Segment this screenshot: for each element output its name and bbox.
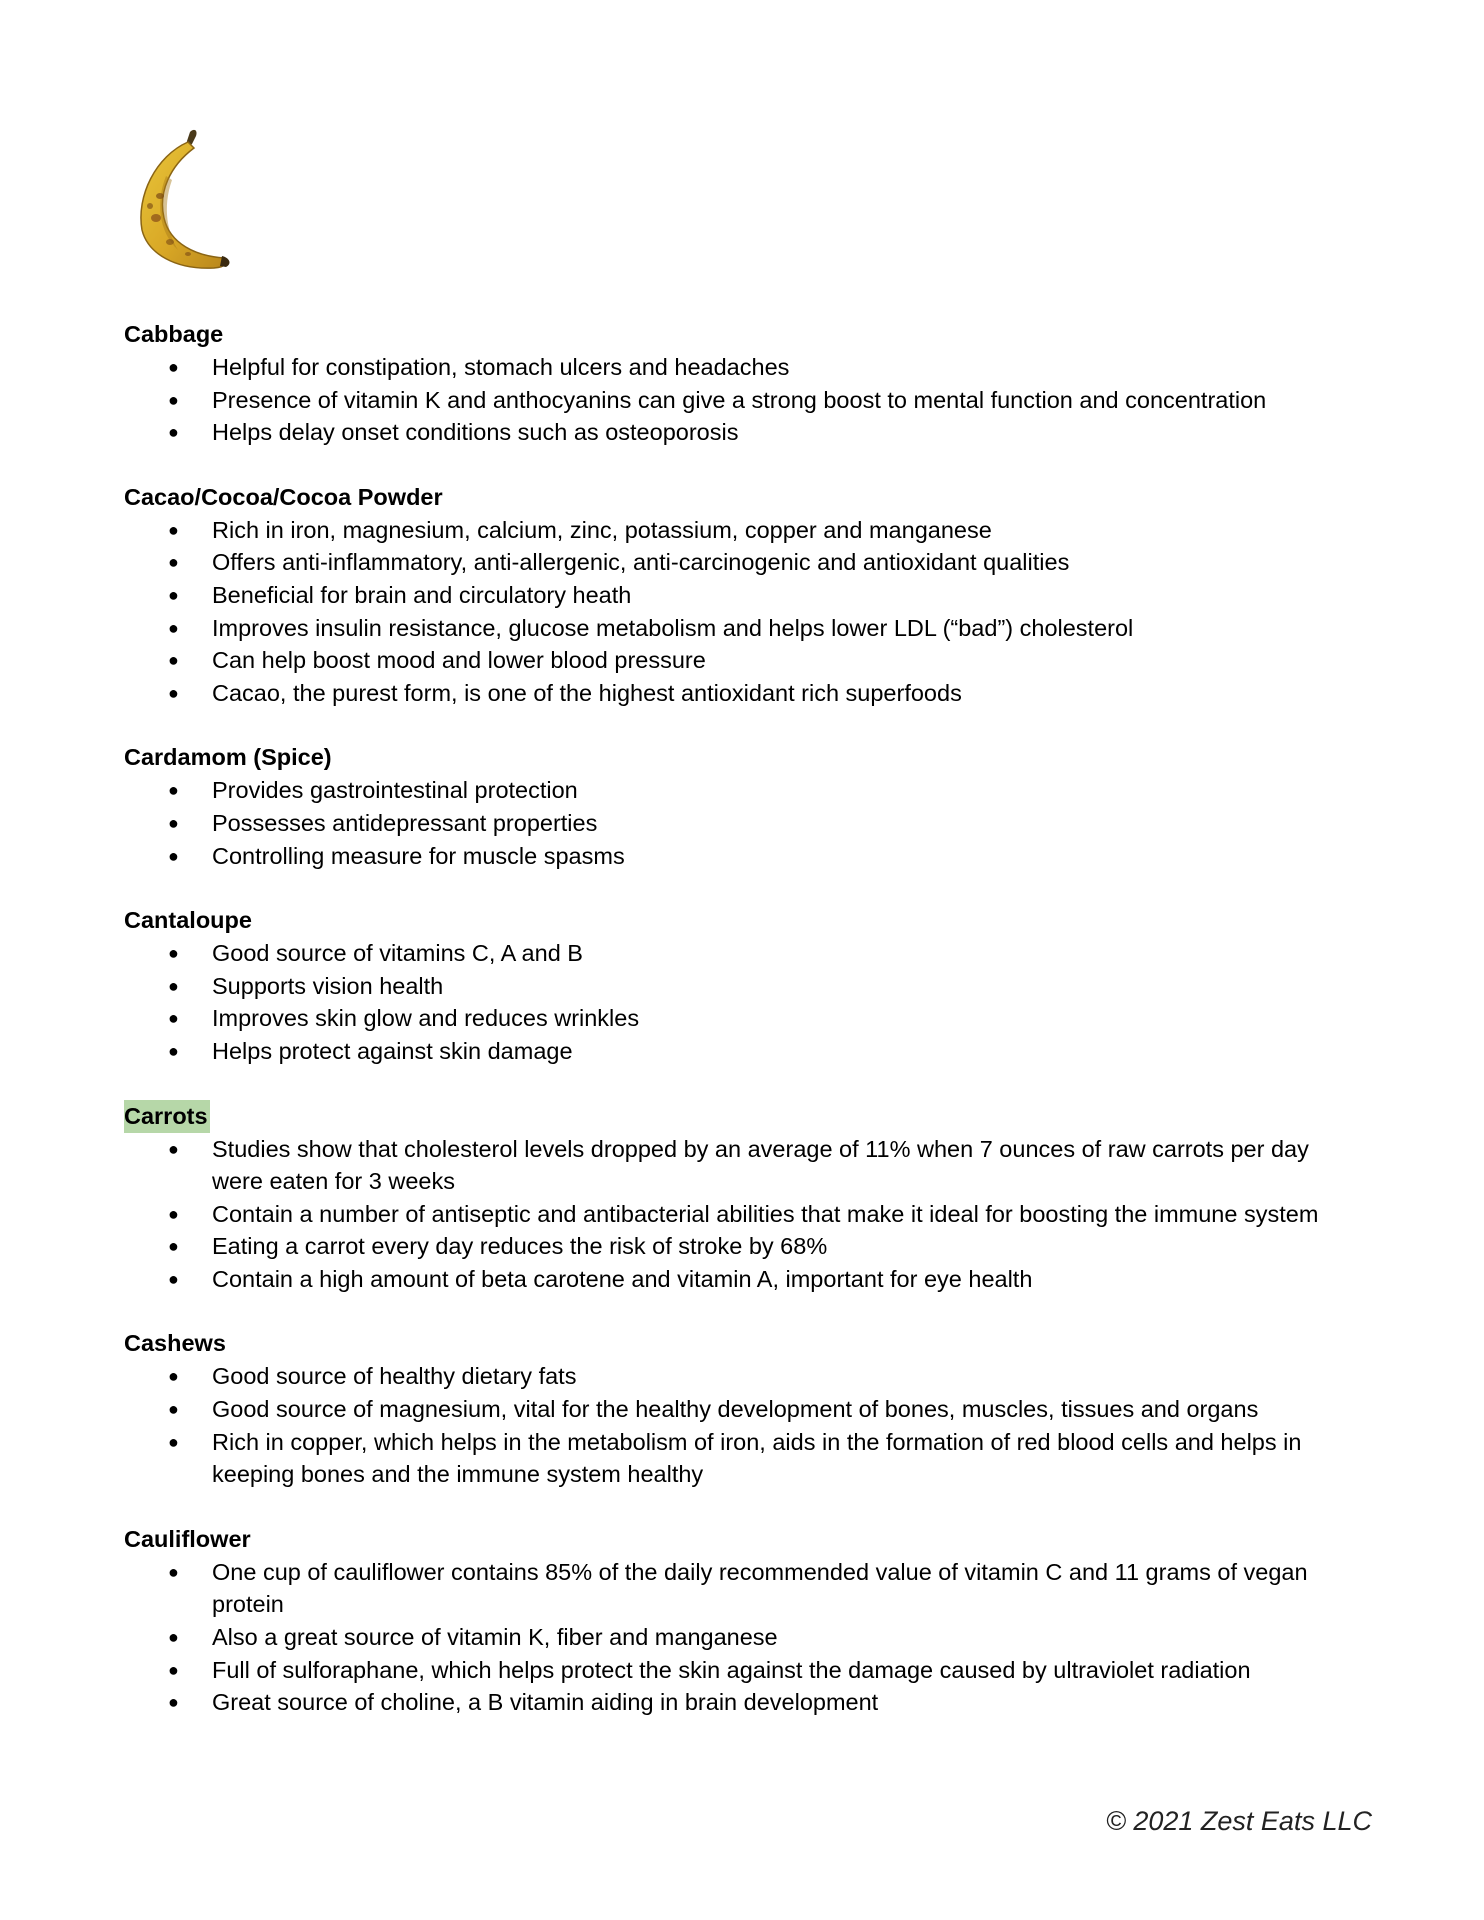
bullet-icon: ● [168,1236,179,1257]
bullet-icon: ● [168,1203,179,1224]
banana-icon [126,126,236,276]
list-item: ● Cacao, the purest form, is one of the highest antioxidant rich superfoods [124,677,1364,710]
list-item: ● Improves skin glow and reduces wrinkles [124,1002,1364,1035]
bullet-icon: ● [168,1138,179,1159]
list-item: ● Supports vision health [124,970,1364,1003]
list-item: ● Contain a high amount of beta carotene and vitamin A, important for eye health [124,1263,1364,1296]
section-title: Cacao/Cocoa/Cocoa Powder [124,483,443,510]
bullet-icon: ● [168,650,179,671]
bullet-icon: ● [168,519,179,540]
bullet-icon: ● [168,552,179,573]
list-item: ● Also a great source of vitamin K, fiber and manganese [124,1621,1364,1654]
section-title: Cardamom (Spice) [124,744,332,771]
bullet-list [124,351,1364,449]
list-item: ● Improves insulin resistance, glucose metabolism and helps lower LDL (“bad”) cholesterol [124,612,1364,645]
bullet-list [124,1360,1364,1490]
bullet-icon: ● [168,357,179,377]
bullet-icon: ● [168,1008,179,1029]
list-item: ● One cup of cauliflower contains 85% of the daily recommended value of vitamin C and 11 grams of vegan protein [124,1556,1364,1621]
bullet-icon: ● [168,975,179,996]
section-cardamom [124,741,1364,872]
bullet-icon: ● [168,1561,179,1582]
section-cashews [124,1327,1364,1490]
list-item: ● Beneficial for brain and circulatory heath [124,579,1364,612]
bullet-icon: ● [168,617,179,638]
bullet-list [124,937,1364,1067]
list-item: ● Presence of vitamin K and anthocyanins can give a strong boost to mental function and concentration [124,384,1364,417]
bullet-icon: ● [168,422,179,443]
list-item: ● Helps delay onset conditions such as osteoporosis [124,416,1364,449]
list-item: ● Rich in copper, which helps in the metabolism of iron, aids in the formation of red blood cells and helps in keeping bones and the immune system healthy [124,1426,1364,1491]
list-item: ● Great source of choline, a B vitamin aiding in brain development [124,1686,1364,1719]
section-title-highlighted: Carrots [124,1100,210,1133]
section-title: Cabbage [124,321,224,347]
list-item: ● Good source of vitamins C, A and B [124,937,1364,970]
list-item: ● Eating a carrot every day reduces the risk of stroke by 68% [124,1230,1364,1263]
bullet-icon: ● [168,1627,179,1648]
section-cabbage [124,318,1364,449]
section-cauliflower [124,1523,1364,1719]
section-title: Cantaloupe [124,907,252,934]
bullet-icon: ● [168,1268,179,1289]
list-item: ● Possesses antidepressant properties [124,807,1364,840]
list-item: ● Good source of healthy dietary fats [124,1360,1364,1393]
list-item: ● Controlling measure for muscle spasms [124,840,1364,873]
bullet-icon: ● [168,1399,179,1420]
bullet-icon: ● [168,584,179,605]
bullet-icon: ● [168,1366,179,1387]
bullet-icon: ● [168,1659,179,1680]
bullet-icon: ● [168,389,179,410]
copyright-footer: © 2021 Zest Eats LLC [1105,1806,1372,1836]
bullet-list [124,1556,1364,1719]
section-cacao [124,481,1364,710]
bullet-icon: ● [168,1692,179,1713]
bullet-icon: ● [168,1040,179,1061]
section-title: Cashews [124,1330,226,1357]
bullet-icon: ● [168,682,179,703]
bullet-icon: ● [168,812,179,833]
list-item: ● Helpful for constipation, stomach ulcers and headaches [124,351,1364,384]
list-item: ● Good source of magnesium, vital for the healthy development of bones, muscles, tissues and organs [124,1393,1364,1426]
list-item: ● Full of sulforaphane, which helps protect the skin against the damage caused by ultraviolet radiation [124,1654,1364,1687]
bullet-icon: ● [168,845,179,866]
bullet-list [124,1133,1364,1296]
section-carrots [124,1100,1364,1296]
banana-logo [126,126,236,276]
list-item: ● Studies show that cholesterol levels dropped by an average of 11% when 7 ounces of raw carrots per day were eaten for 3 weeks [124,1133,1364,1198]
list-item: ● Can help boost mood and lower blood pressure [124,644,1364,677]
list-item: ● Offers anti-inflammatory, anti-allergenic, anti-carcinogenic and antioxidant qualities [124,546,1364,579]
section-cantaloupe [124,904,1364,1067]
list-item: ● Provides gastrointestinal protection [124,774,1364,807]
section-title: Cauliflower [124,1525,251,1552]
list-item: ● Contain a number of antiseptic and antibacterial abilities that make it ideal for boosting the immune system [124,1198,1364,1231]
list-item: ● Rich in iron, magnesium, calcium, zinc, potassium, copper and manganese [124,514,1364,547]
list-item: ● Helps protect against skin damage [124,1035,1364,1068]
bullet-icon: ● [168,1431,179,1452]
ingredient-list [124,318,1364,1751]
bullet-list [124,514,1364,710]
bullet-icon: ● [168,943,179,964]
bullet-list [124,774,1364,872]
bullet-icon: ● [168,780,179,801]
